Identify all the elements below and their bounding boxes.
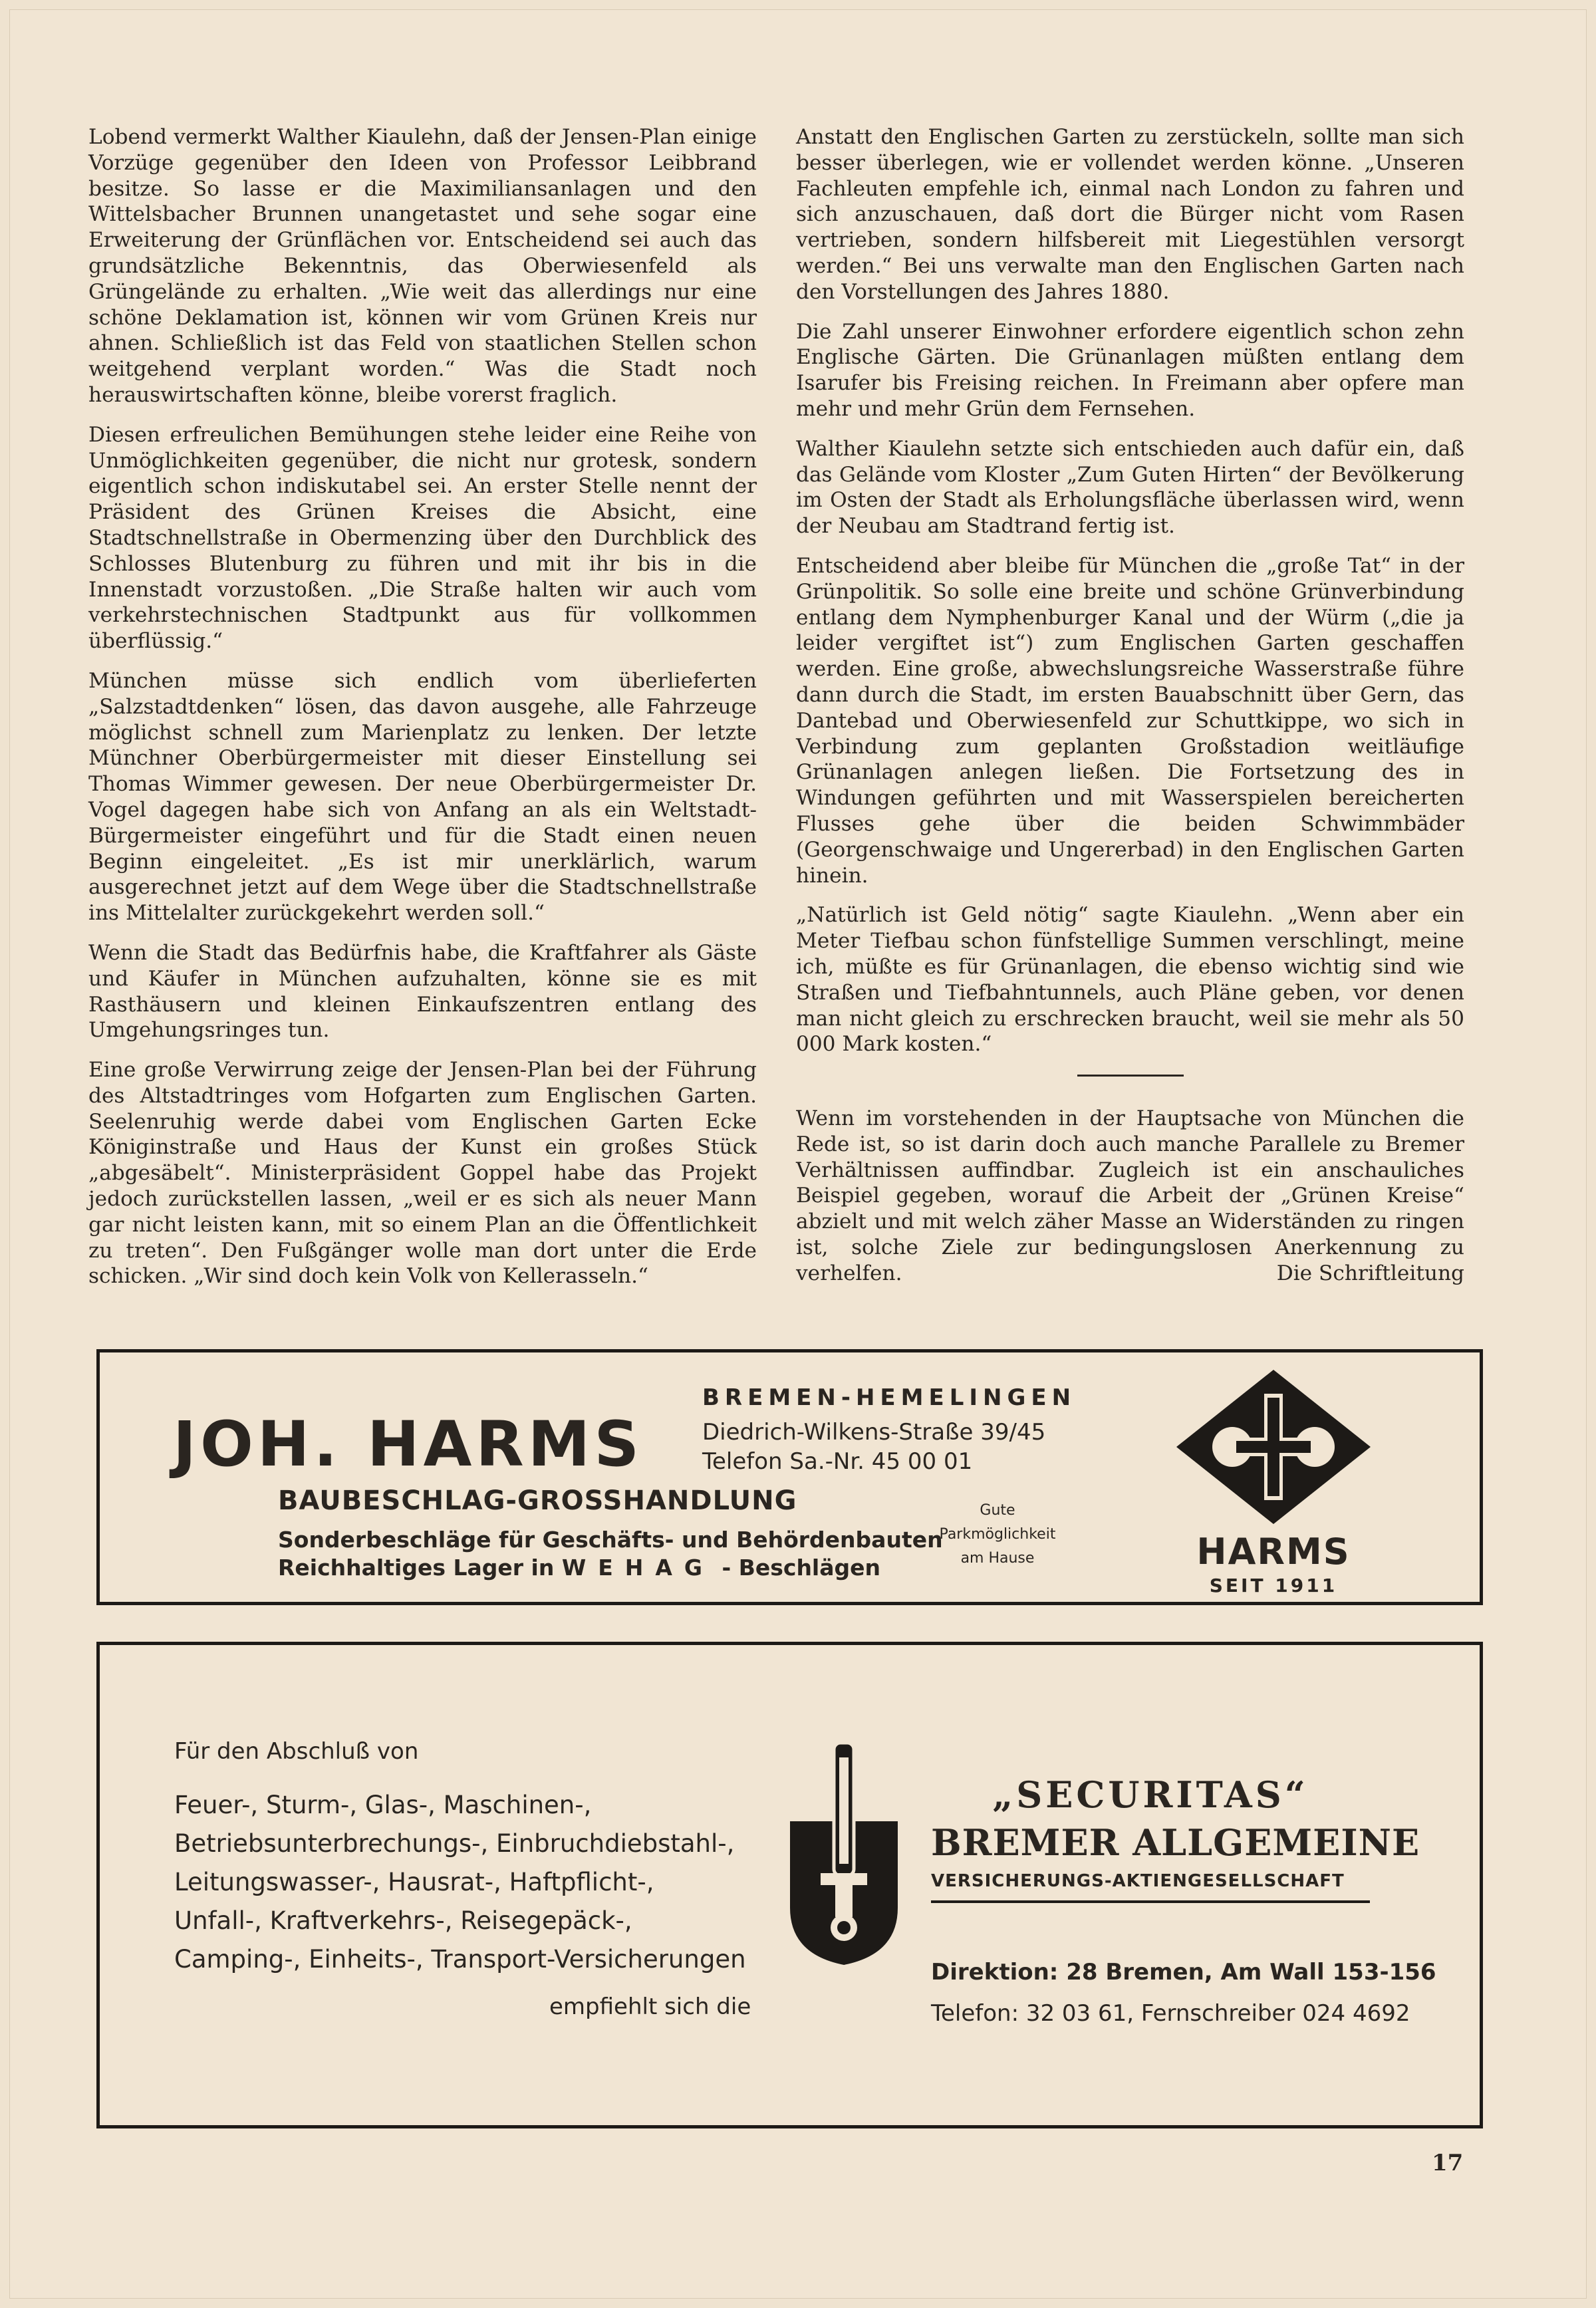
article-left-column	[88, 124, 757, 1303]
insurance-list-item: Betriebsunterbrechungs-, Einbruchdiebstahl-,	[174, 1829, 735, 1858]
securitas-address: Direktion: 28 Bremen, Am Wall 153-156	[931, 1959, 1436, 1986]
article-paragraph: Diesen erfreulichen Bemühungen stehe leider eine Reihe von Unmöglichkeiten gegenüber, die nicht nur grotesk, sondern eigentlich schon indiskutabel sei. An erster Stelle nennt der Präsident des Grünen Kreises die Absicht, eine Stadtschnellstraße in Obermenzing über den Durchblick des Schlosses Blutenburg zu führen und mit ihr bis in die Innenstadt vorzustoßen. „Die Straße halten wir auch vom verkehrstechnischen Stadtpunkt aus für vollkommen überflüssig.“	[88, 422, 757, 654]
article-paragraph: Anstatt den Englischen Garten zu zerstückeln, sollte man sich besser überlegen, wie er vollendet werden könne. „Unseren Fachleuten empfehle ich, einmal nach London zu fahren und sich anzuschauen, daß dort die Bürger nicht vom Rasen vertrieben, sondern hilfsbereit mit Liegestühlen versorgt werden.“ Bei uns verwalte man den Englischen Garten nach den Vorstellungen des Jahres 1880.	[796, 125, 1464, 304]
insurance-list-item: Unfall-, Kraftverkehrs-, Reisegepäck-,	[174, 1906, 632, 1935]
editor-note-text: Wenn im vorstehenden in der Hauptsache von München die Rede ist, so ist darin doch auch manche Parallele zu Bremer Verhältnissen auffindbar. Zugleich ist ein anschauliches Beispiel gegeben, worauf die Arbeit der „Grünen Kreise“ abzielt und mit welch zäher Masse an Widerständen zu ringen ist, solche Ziele zur bedingungslosen Anerkennung zu verhelfen.	[796, 1106, 1464, 1285]
insurance-list-item: Feuer-, Sturm-, Glas-, Maschinen-,	[174, 1791, 592, 1819]
article-paragraph: Walther Kiaulehn setzte sich entschieden auch dafür ein, daß das Gelände vom Kloster „Zum Guten Hirten“ der Bevölkerung im Osten der Stadt als Erholungsfläche überlassen wird, wenn der Neubau am Stadtrand fertig ist.	[796, 436, 1464, 539]
insurance-list-item: Camping-, Einheits-, Transport-Versicherungen	[174, 1945, 746, 1974]
harms-trade: BAUBESCHLAG-GROSSHANDLUNG	[278, 1485, 797, 1516]
divider	[931, 1900, 1370, 1903]
harms-logo-word: HARMS	[1196, 1531, 1351, 1573]
harms-advertisement	[96, 1349, 1483, 1605]
harms-line-2	[278, 1555, 880, 1581]
editor-note	[796, 1106, 1464, 1287]
harms-parking-note	[918, 1499, 1077, 1571]
article-paragraph: Wenn die Stadt das Bedürfnis habe, die Kraftfahrer als Gäste und Käufer in München aufzuhalten, könne sie es mit Rasthäusern und kleinen Einkaufszentren entlang des Umgehungsringes tun.	[88, 940, 757, 1043]
article-paragraph: „Natürlich ist Geld nötig“ sagte Kiaulehn. „Wenn aber ein Meter Tiefbau schon fünfstellige Summen verschlingt, meine ich, müßte es für Grünanlagen, die ebenso wichtig sind wie Straßen und Tiefbahntunnels, auch Pläne geben, vor denen man nicht gleich zu erschrecken braucht, weil sie mehr als 50 000 Mark kosten.“	[796, 903, 1464, 1057]
harms-logo-since: SEIT 1911	[1209, 1575, 1338, 1597]
insurance-list-item: Leitungswasser-, Hausrat-, Haftpflicht-,	[174, 1868, 654, 1896]
securitas-advertisement	[96, 1642, 1483, 2128]
magazine-page	[9, 9, 1587, 2299]
page-number: 17	[1432, 2150, 1464, 2176]
securitas-telephone: Telefon: 32 03 61, Fernschreiber 024 4692	[931, 2000, 1410, 2027]
harms-company-name: JOH. HARMS	[173, 1408, 644, 1481]
harms-wehag: WEHAG	[561, 1555, 715, 1581]
section-divider	[1077, 1075, 1184, 1077]
shield-sword-icon	[786, 1741, 902, 1968]
harms-line-1: Sonderbeschläge für Geschäfts- und Behördenbauten	[278, 1527, 943, 1553]
securitas-name: „SECURITAS“	[992, 1773, 1309, 1816]
signature: Die Schriftleitung	[1276, 1261, 1464, 1285]
harms-city: BREMEN-HEMELINGEN	[702, 1384, 1077, 1411]
securitas-type: VERSICHERUNGS-AKTIENGESELLSCHAFT	[931, 1871, 1345, 1891]
securitas-company: BREMER ALLGEMEINE	[931, 1821, 1420, 1864]
harms-line-2-a: Reichhaltiges Lager in	[278, 1555, 555, 1581]
harms-street: Diedrich-Wilkens-Straße 39/45	[702, 1419, 1046, 1446]
parking-line: Gute	[980, 1502, 1015, 1519]
harms-line-2-c: - Beschlägen	[722, 1555, 881, 1581]
article-paragraph: Entscheidend aber bleibe für München die „große Tat“ in der Grünpolitik. So solle eine breite und schöne Grünverbindung entlang dem Nymphenburger Kanal und der Würm („die ja leider vergiftet ist“) zum Englischen Garten geschaffen werden. Eine große, abwechslungsreiche Wasserstraße führe dann durch die Stadt, im ersten Bauabschnitt über Gern, das Dantebad und Oberwiesenfeld zur Schuttkippe, wo sich in Verbindung zum geplanten Großstadion weitläufige Grünanlagen anlegen ließen. Die Fortsetzung des in Windungen geführten und mit Wasserspielen bereicherten Flusses gehe über die beiden Schwimmbäder (Georgenschwaige und Ungererbad) in den Englischen Garten hinein.	[796, 553, 1464, 888]
article-paragraph: Eine große Verwirrung zeige der Jensen-Plan bei der Führung des Altstadtringes vom Hofgarten zum Englischen Garten. Seelenruhig werde dabei vom Englischen Garten Ecke Königinstraße und Haus der Kunst ein großes Stück „abgesäbelt“. Ministerpräsident Goppel habe das Projekt jedoch zurückstellen lassen, „weil er es sich als neuer Mann gar nicht leisten kann, mit so einem Plan an die Öffentlichkeit zu treten“. Den Fußgänger wolle man dort unter die Erde schicken. „Wir sind doch kein Volk von Kellerasseln.“	[88, 1058, 757, 1289]
securitas-intro: Für den Abschluß von	[174, 1738, 419, 1765]
article-right-column	[796, 124, 1464, 1287]
harms-logo	[1174, 1367, 1373, 1599]
article-paragraph: Lobend vermerkt Walther Kiaulehn, daß der Jensen-Plan einige Vorzüge gegenüber den Ideen von Professor Leibbrand besitze. So lasse er die Maximiliansanlagen und den Wittelsbacher Brunnen unangetastet und sehe sogar eine Erweiterung der Grünflächen vor. Entscheidend sei auch das grundsätzliche Bekenntnis, das Oberwiesenfeld als Grüngelände zu erhalten. „Wie weit das allerdings nur eine schöne Deklamation ist, können wir vom Grünen Kreis nur ahnen. Schließlich ist das Feld von staatlichen Stellen schon weitgehend verplant worden.“ Was die Stadt noch herauswirtschaften könne, bleibe vorerst fraglich.	[88, 125, 757, 407]
parking-line: Parkmöglichkeit	[939, 1526, 1056, 1543]
parking-line: am Hause	[960, 1550, 1035, 1567]
harms-diamond-icon	[1174, 1367, 1373, 1527]
insurance-list	[174, 1786, 746, 1979]
article-paragraph: München müsse sich endlich vom überlieferten „Salzstadtdenken“ lösen, das davon ausgehe, alle Fahrzeuge möglichst schnell zum Marienplatz zu lenken. Der letzte Münchner Oberbürgermeister mit dieser Einstellung sei Thomas Wimmer gewesen. Der neue Oberbürgermeister Dr. Vogel dagegen habe sich von Anfang an als ein Weltstadt-Bürgermeister eingeführt und für die Stadt einen neuen Beginn eingeleitet. „Es ist mir unerklärlich, warum ausgerechnet jetzt auf dem Wege über die Stadtschnellstraße ins Mittelalter zurückgekehrt werden soll.“	[88, 668, 757, 926]
article-paragraph: Die Zahl unserer Einwohner erfordere eigentlich schon zehn Englische Gärten. Die Grünanlagen müßten entlang dem Isarufer bis Freising reichen. In Freimann aber opfere man mehr und mehr Grün dem Fernsehen.	[796, 319, 1464, 421]
securitas-recommend: empfiehlt sich die	[549, 1993, 751, 2020]
harms-phone: Telefon Sa.-Nr. 45 00 01	[702, 1448, 973, 1475]
